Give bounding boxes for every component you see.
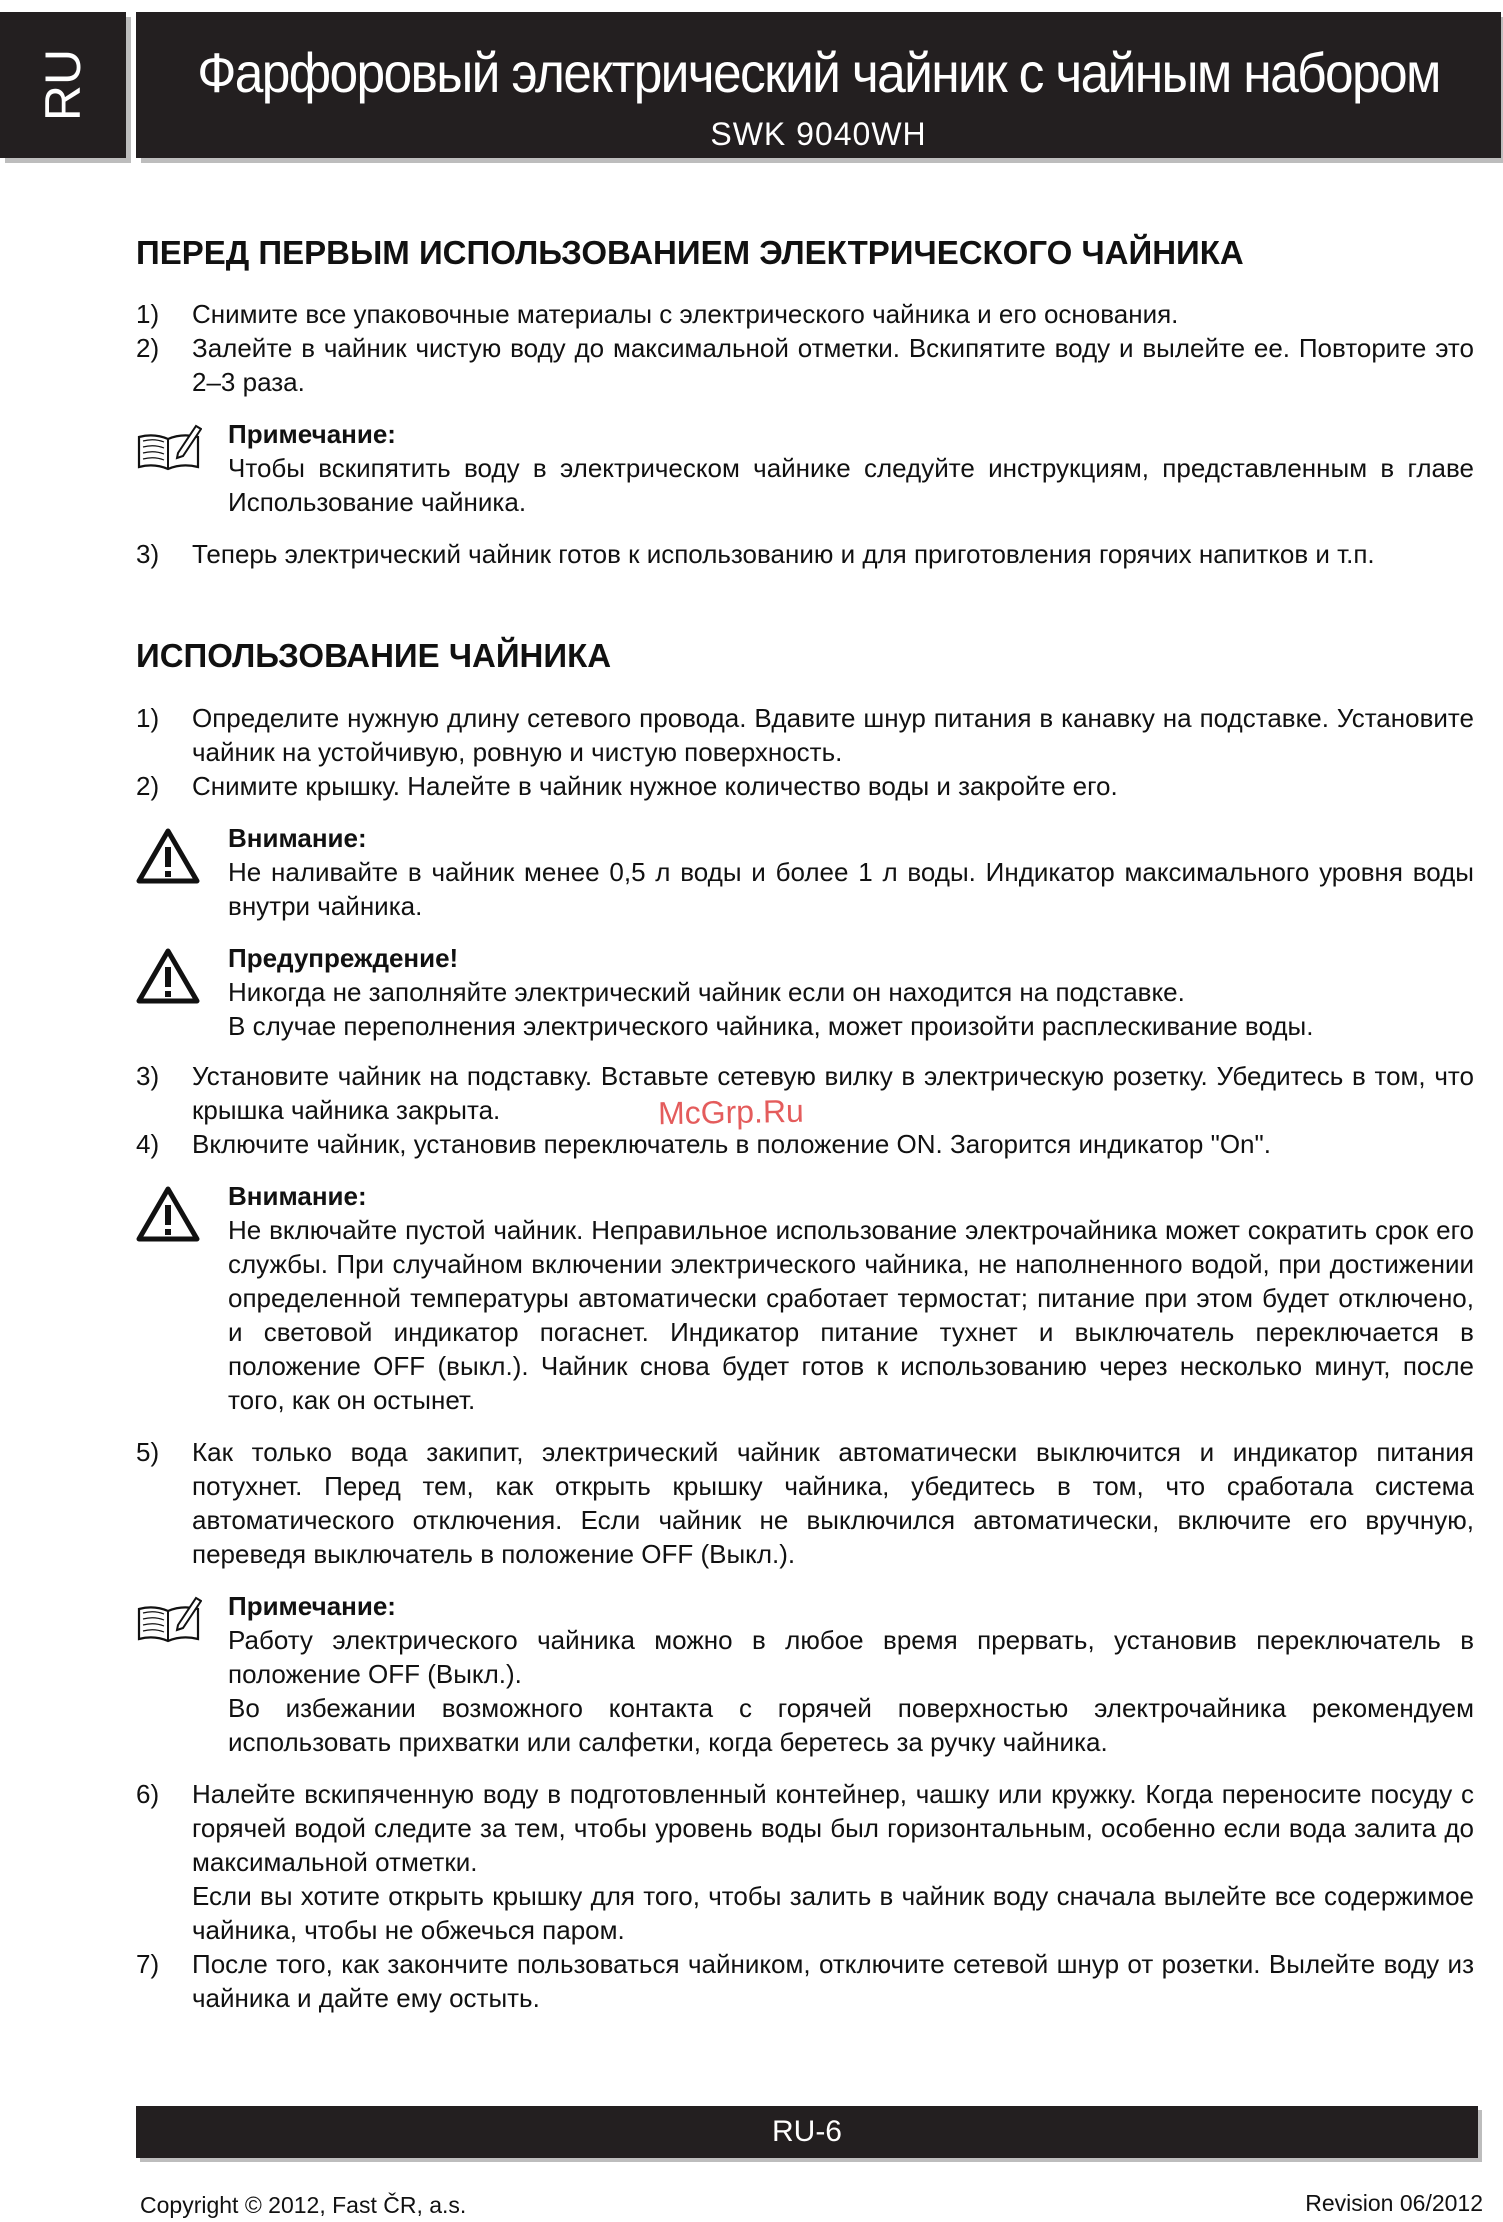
page-number: RU-6 xyxy=(771,2115,842,2148)
section-heading-kettle-use: ИСПОЛЬЗОВАНИЕ ЧАЙНИКА xyxy=(136,637,612,675)
note-line: Работу электрического чайника можно в любое время прервать, установив переключатель в положение OFF (Выкл.). xyxy=(228,1624,1474,1689)
note-callout xyxy=(136,417,1474,519)
numbered-list xyxy=(136,1777,1474,2015)
note-title: Примечание: xyxy=(228,1590,396,1621)
item-number: 2) xyxy=(136,333,160,364)
list-item xyxy=(136,331,1474,399)
section-heading-before-first-use: ПЕРЕД ПЕРВЫМ ИСПОЛЬЗОВАНИЕМ ЭЛЕКТРИЧЕСКОГО ЧАЙНИКА xyxy=(136,234,1244,271)
list-item xyxy=(136,1059,1474,1127)
footer-bar xyxy=(136,2106,1478,2158)
content xyxy=(136,228,1474,2015)
warning-line: Никогда не заполняйте электрический чайник если он находится на подставке. xyxy=(228,976,1185,1007)
numbered-list xyxy=(136,1059,1474,1161)
revision: Revision 06/2012 xyxy=(1305,2190,1483,2216)
item-number: 3) xyxy=(136,1060,160,1091)
warning-triangle-icon xyxy=(136,1179,228,1417)
book-pen-icon xyxy=(136,417,228,519)
numbered-list xyxy=(136,1435,1474,1571)
item-number: 1) xyxy=(136,299,160,330)
note-text: Чтобы вскипятить воду в электрическом чайнике следуйте инструкциям, представленным в главе Использование чайника. xyxy=(228,453,1474,518)
list-item xyxy=(136,701,1474,769)
attention-callout xyxy=(136,1179,1474,1417)
list-item xyxy=(136,1777,1474,1947)
item-text: Включите чайник, установив переключатель в положение ON. Загорится индикатор "On". xyxy=(192,1128,1271,1159)
note-title: Примечание: xyxy=(228,419,396,450)
item-text: Теперь электрический чайник готов к использованию и для приготовления горячих напитков и т.п. xyxy=(192,539,1375,570)
warning-title: Предупреждение! xyxy=(228,942,459,973)
note-callout xyxy=(136,1589,1474,1759)
warning-triangle-icon xyxy=(136,821,228,923)
item-text: Снимите все упаковочные материалы с электрического чайника и его основания. xyxy=(192,299,1179,330)
item-text: Как только вода закипит, электрический чайник автоматически выключится и индикатор питания потухнет. Перед тем, как открыть крышку чайника, убедитесь в том, что сработала система автоматического отключения. Если чайник не выключился автоматически, включите его вручную, переведя выключатель в положение OFF (Выкл.). xyxy=(192,1436,1474,1569)
item-text: Залейте в чайник чистую воду до максимальной отметки. Вскипятите воду и вылейте ее. Повторите это 2–3 раза. xyxy=(192,333,1474,398)
attention-text: Не включайте пустой чайник. Неправильное использование электрочайника может сократить срок его службы. При случайном включении электрического чайника, не наполненного водой, при достижении определенной температуры автоматически сработает термостат; питание при этом будет отключено, и световой индикатор погаснет. Индикатор питание тухнет и выключатель переключается в положение OFF (выкл.). Чайник снова будет готов к использованию через несколько минут, после того, как он остынет. xyxy=(228,1214,1474,1415)
item-text: Снимите крышку. Налейте в чайник нужное количество воды и закройте его. xyxy=(192,770,1118,801)
warning-callout xyxy=(136,941,1474,1043)
item-text: Установите чайник на подставку. Вставьте сетевую вилку в электрическую розетку. Убедитесь в том, что крышка чайника закрыта. xyxy=(192,1060,1474,1125)
list-item xyxy=(136,1127,1474,1161)
warning-triangle-icon xyxy=(136,941,228,1043)
attention-text: Не наливайте в чайник менее 0,5 л воды и более 1 л воды. Индикатор максимального уровня воды внутри чайника. xyxy=(228,856,1474,921)
item-number: 5) xyxy=(136,1436,160,1467)
item-text: Определите нужную длину сетевого провода. Вдавите шнур питания в канавку на подставке. Установите чайник на устойчивую, ровную и чистую поверхность. xyxy=(192,702,1474,767)
list-item xyxy=(136,1947,1474,2015)
item-number: 7) xyxy=(136,1948,160,1979)
item-number: 3) xyxy=(136,539,160,570)
item-text-continued: Если вы хотите открыть крышку для того, чтобы залить в чайник воду сначала вылейте все содержимое чайника, чтобы не обжечься паром. xyxy=(192,1880,1474,1945)
title-bar xyxy=(136,12,1501,158)
list-item xyxy=(136,1435,1474,1571)
page-title: Фарфоровый электрический чайник с чайным набором xyxy=(197,41,1440,104)
warning-line: В случае переполнения электрического чайника, может произойти расплескивание воды. xyxy=(228,1010,1314,1041)
language-tab xyxy=(0,12,126,158)
attention-title: Внимание: xyxy=(228,822,367,853)
list-item xyxy=(136,297,1474,331)
numbered-list xyxy=(136,701,1474,803)
attention-title: Внимание: xyxy=(228,1180,367,1211)
attention-callout xyxy=(136,821,1474,923)
watermark: McGrp.Ru xyxy=(657,1092,805,1132)
list-item xyxy=(136,537,1474,571)
numbered-list xyxy=(136,297,1474,399)
numbered-list xyxy=(136,537,1474,571)
item-text: После того, как закончите пользоваться чайником, отключите сетевой шнур от розетки. Вылейте воду из чайника и дайте ему остыть. xyxy=(192,1948,1474,2013)
item-number: 1) xyxy=(136,702,160,733)
copyright: Copyright © 2012, Fast ČR, a.s. xyxy=(140,2192,467,2218)
item-number: 2) xyxy=(136,770,160,801)
language-label: RU xyxy=(35,48,91,122)
item-number: 6) xyxy=(136,1778,160,1809)
note-line: Во избежании возможного контакта с горячей поверхностью электрочайника рекомендуем использовать прихватки или салфетки, когда беретесь за ручку чайника. xyxy=(228,1692,1474,1757)
model-number: SWK 9040WH xyxy=(710,116,927,152)
list-item xyxy=(136,769,1474,803)
item-number: 4) xyxy=(136,1128,160,1159)
item-text: Налейте вскипяченную воду в подготовленный контейнер, чашку или кружку. Когда переносите посуду с горячей водой следите за тем, чтобы уровень воды был горизонтальным, особенно если вода залита до максимальной отметки. xyxy=(192,1778,1474,1877)
book-pen-icon xyxy=(136,1589,228,1759)
